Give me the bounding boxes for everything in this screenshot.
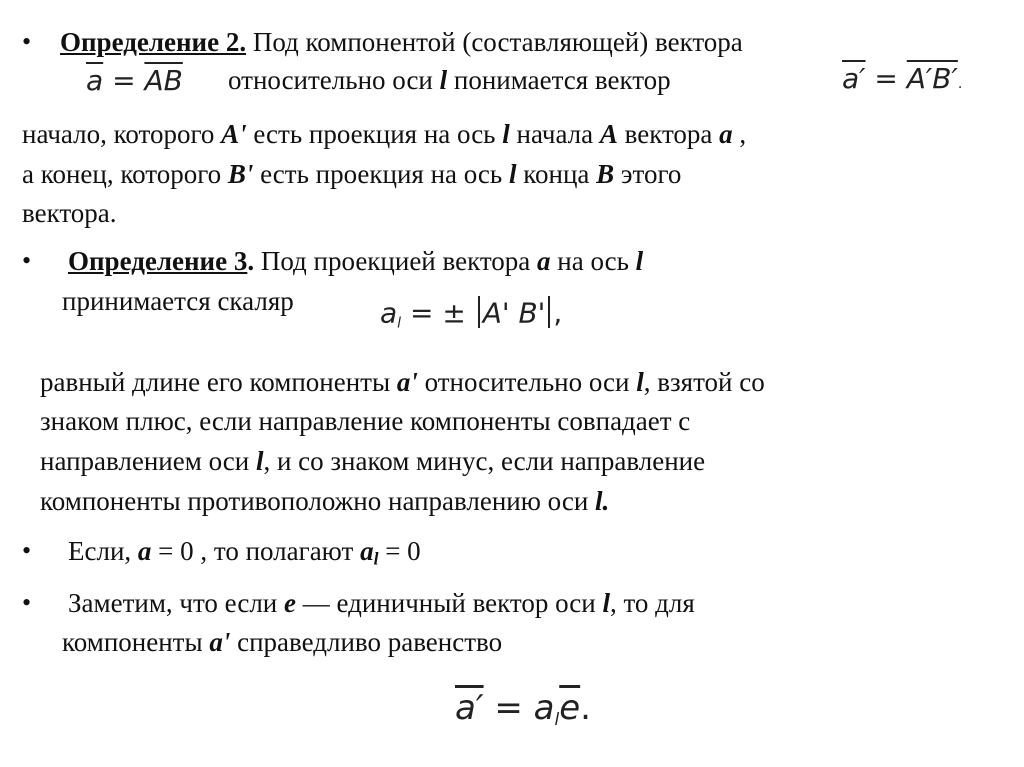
bullet3-line: Если, a = 0 , то полагают $a_l = 0$ [68,536,421,569]
formula-a-prime-eq-a-prime-b-prime: a′ = A′B′. [842,62,963,95]
formula-component-equals: $a' = a_l\overline{e}$. [455,688,591,730]
bullet-marker: • [22,588,32,617]
def3-label: Определение 3 [68,246,248,276]
bullet-marker: • [22,536,32,565]
bullet4-line1: Заметим, что если e — единичный вектор оси l, то для [68,588,695,618]
bullet-marker: • [22,27,32,56]
def2-line2: относительно оси l понимается вектор [228,65,671,95]
def2-line4: а конец, которого B' есть проекция на ось l конца B этого [22,159,682,189]
para-line3: направлением оси l, и со знаком минус, если направление [40,446,706,476]
bullet-marker: • [22,246,32,275]
para-line4: компоненты противоположно направлению оси l. [40,486,610,516]
def3-line2: принимается скаляр [62,286,294,316]
def2-line5: вектора. [22,198,117,228]
def2-line3: начало, которого A' есть проекция на ось l начала A вектора a , [22,119,747,149]
para-line1: равный длине его компоненты a' относительно оси l, взятой со [40,367,765,397]
formula-projection-scalar: $a_l$ = ± A' B' , [380,296,563,332]
def2-label: Определение 2. [60,27,247,57]
formula-a-eq-ab: $\overline{a} = \overline{AB}$ [86,64,183,97]
def2-line1: Определение 2. Под компонентой (составляющей) вектора [60,27,743,57]
def3-line1: Определение 3. Под проекцией вектора a на ось l [68,246,644,276]
para-line2: знаком плюс, если направление компоненты совпадает с [40,406,691,436]
bullet4-line2: компоненты a' справедливо равенство [62,627,503,657]
